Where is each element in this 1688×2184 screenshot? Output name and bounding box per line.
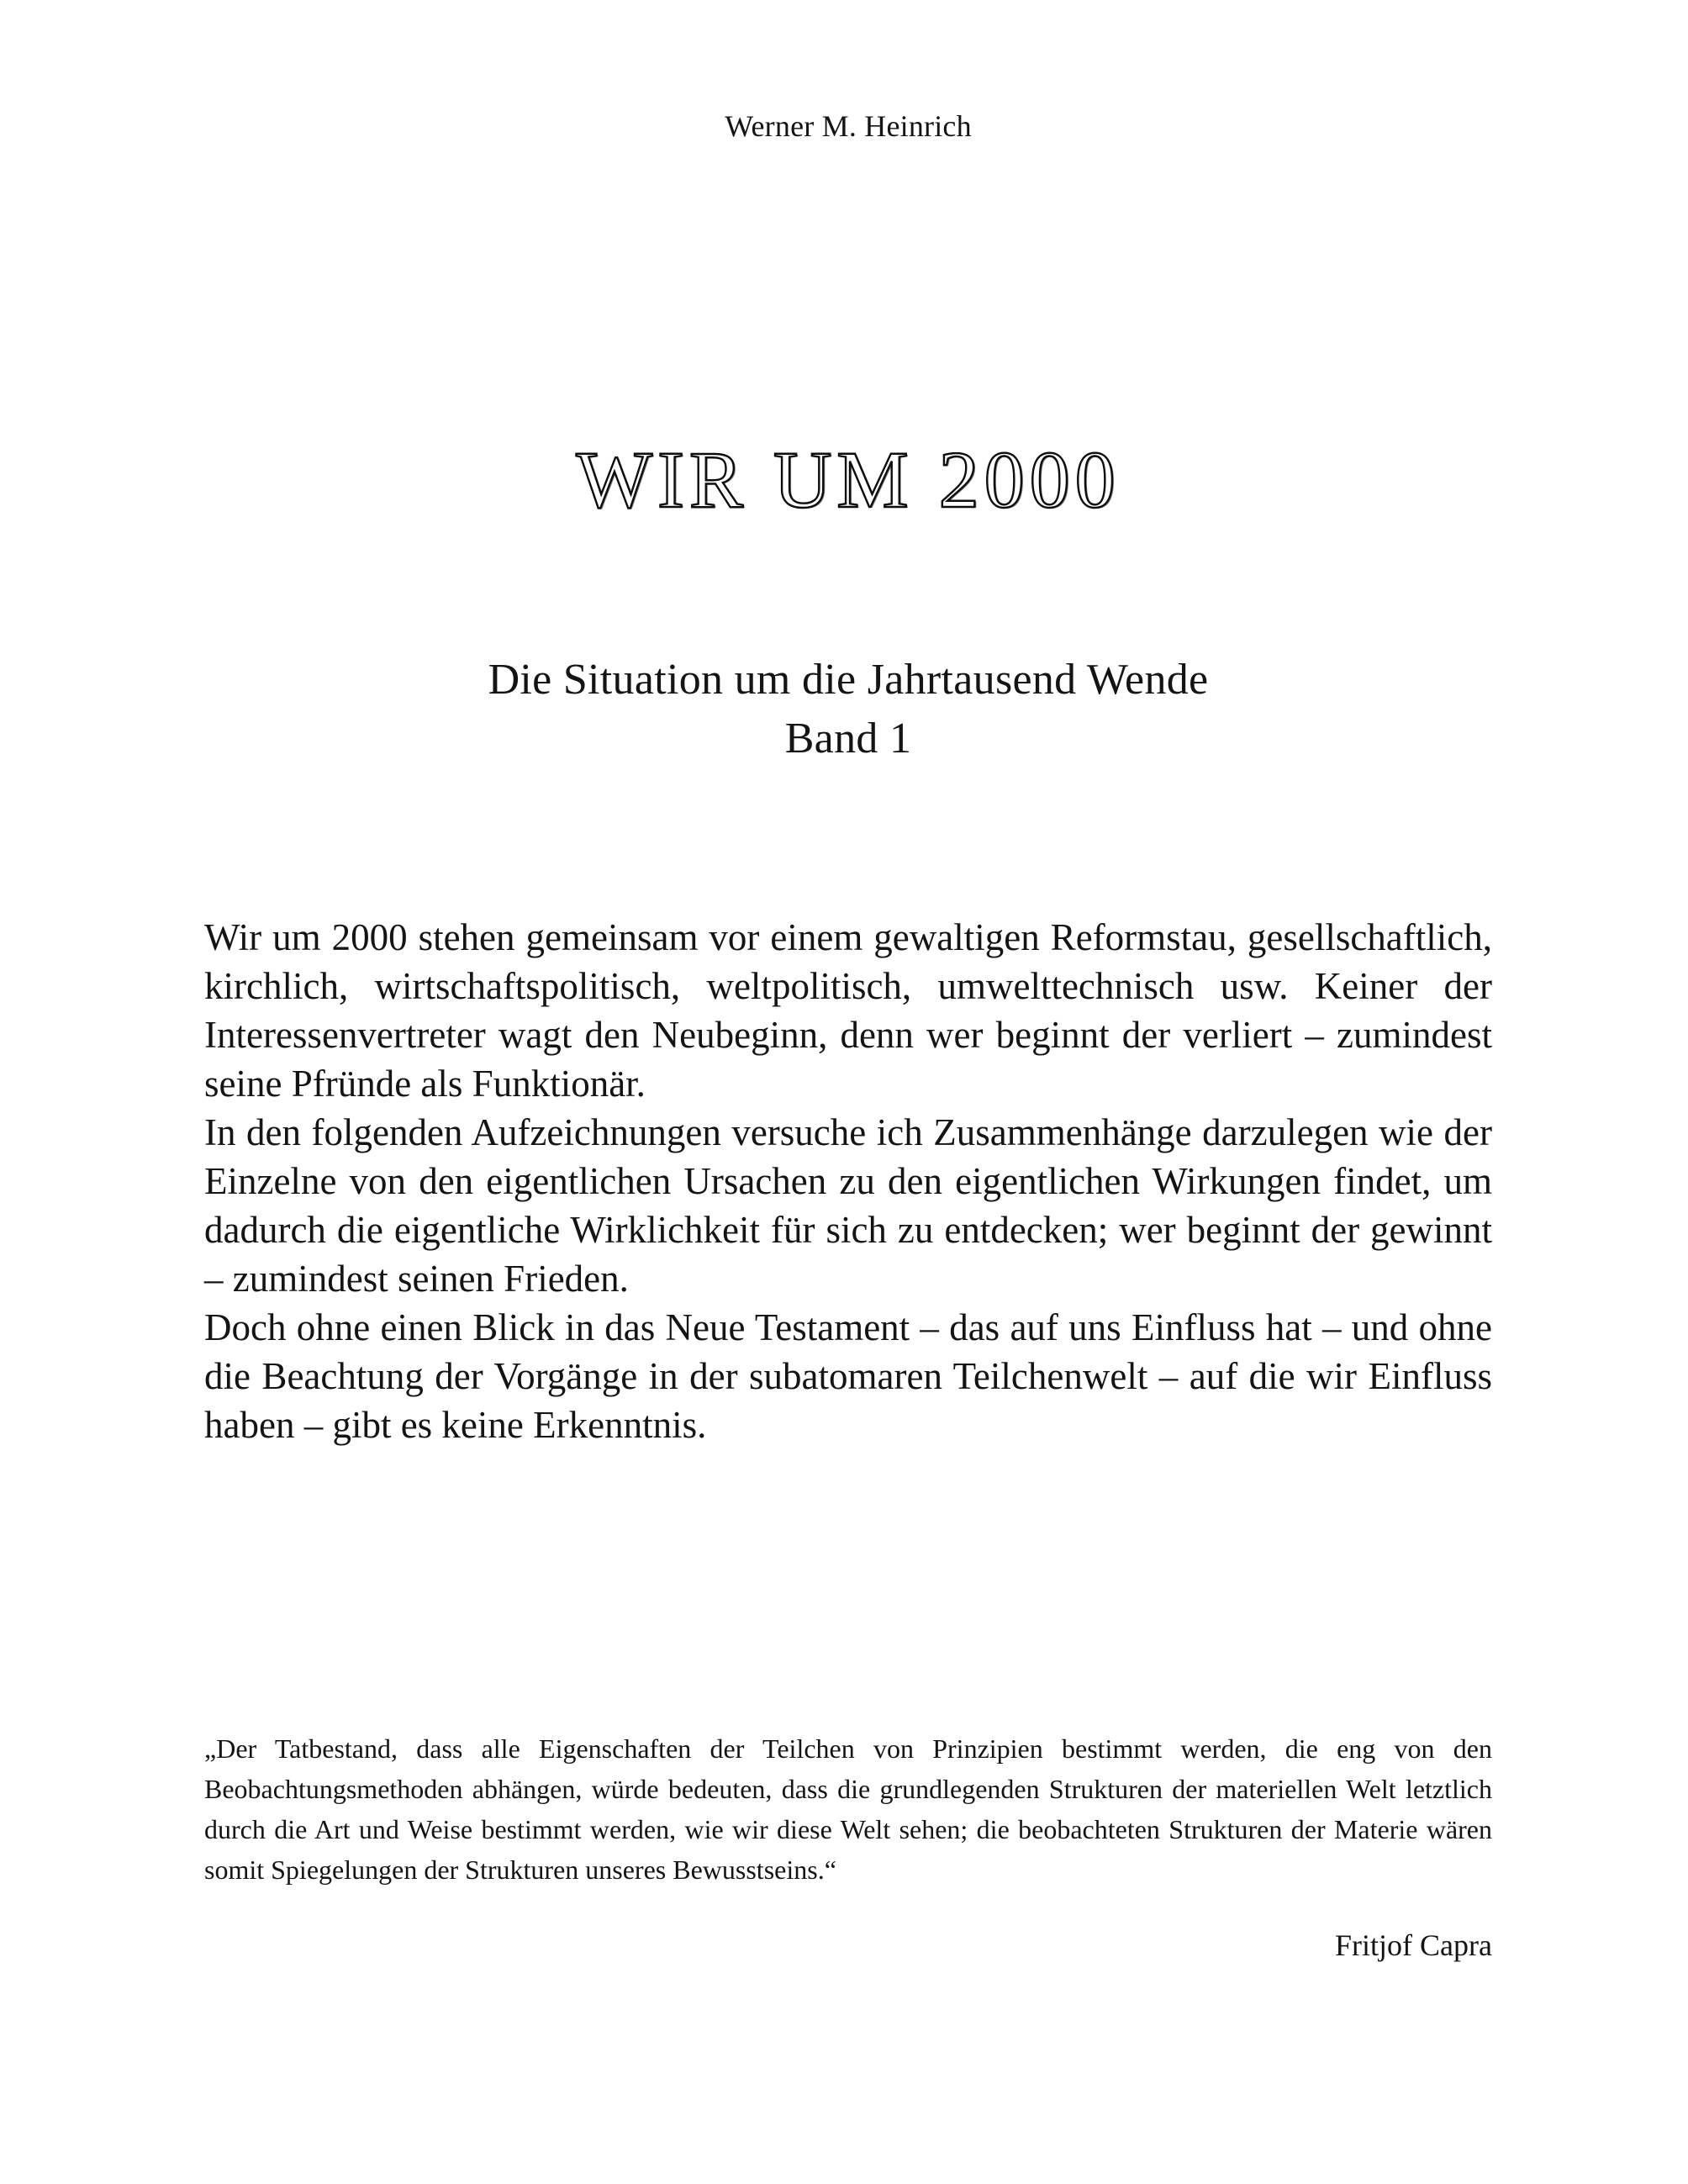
volume-label: Band 1 bbox=[784, 715, 912, 762]
pull-quote-block bbox=[204, 1728, 1492, 1964]
quote-text: „Der Tatbestand, dass alle Eigenschaften der Teilchen von Prinzipien bestimmt werden, die eng von den Beobachtungsmethoden abhängen, würde bedeuten, dass die grundlegenden Strukturen der materiellen Welt letztlich durch die Art und Weise bestimmt werden, wie wir diese Welt sehen; die beobachteten Strukturen der Materie wären somit Spiegelungen der Strukturen unseres Bewusstseins.“ bbox=[204, 1733, 1492, 1885]
body-paragraph: In den folgenden Aufzeichnungen versuche ich Zusammenhänge darzulegen wie der Einzelne von den eigentlichen Ursachen zu den eigentlichen Wirkungen findet, um dadurch die eigentliche Wirklichkeit für sich zu entdecken; wer beginnt der gewinnt – zumindest seinen Frieden. bbox=[204, 1111, 1492, 1300]
subtitle-block bbox=[204, 654, 1492, 765]
content-column bbox=[204, 0, 1492, 2184]
author-name: Werner M. Heinrich bbox=[725, 109, 972, 143]
document-subtitle: Die Situation um die Jahrtausend Wende bbox=[488, 656, 1209, 704]
quote-attribution: Fritjof Capra bbox=[1335, 1928, 1492, 1962]
body-text-block bbox=[204, 913, 1492, 1449]
body-paragraph: Wir um 2000 stehen gemeinsam vor einem gewaltigen Reformstau, gesellschaftlich, kirchlich, wirtschaftspolitisch, weltpolitisch, umwelttechnisch usw. Keiner der Interessenvertreter wagt den Neubeginn, denn wer beginnt der verliert – zumindest seine Pfründe als Funktionär. bbox=[204, 916, 1492, 1105]
body-paragraph: Doch ohne einen Blick in das Neue Testament – das auf uns Einfluss hat – und ohne die Beachtung der Vorgänge in der subatomaren Teilchenwelt – auf die wir Einfluss haben – gibt es keine Erkenntnis. bbox=[204, 1306, 1492, 1446]
page-title: WIR UM 2000 bbox=[576, 435, 1121, 525]
